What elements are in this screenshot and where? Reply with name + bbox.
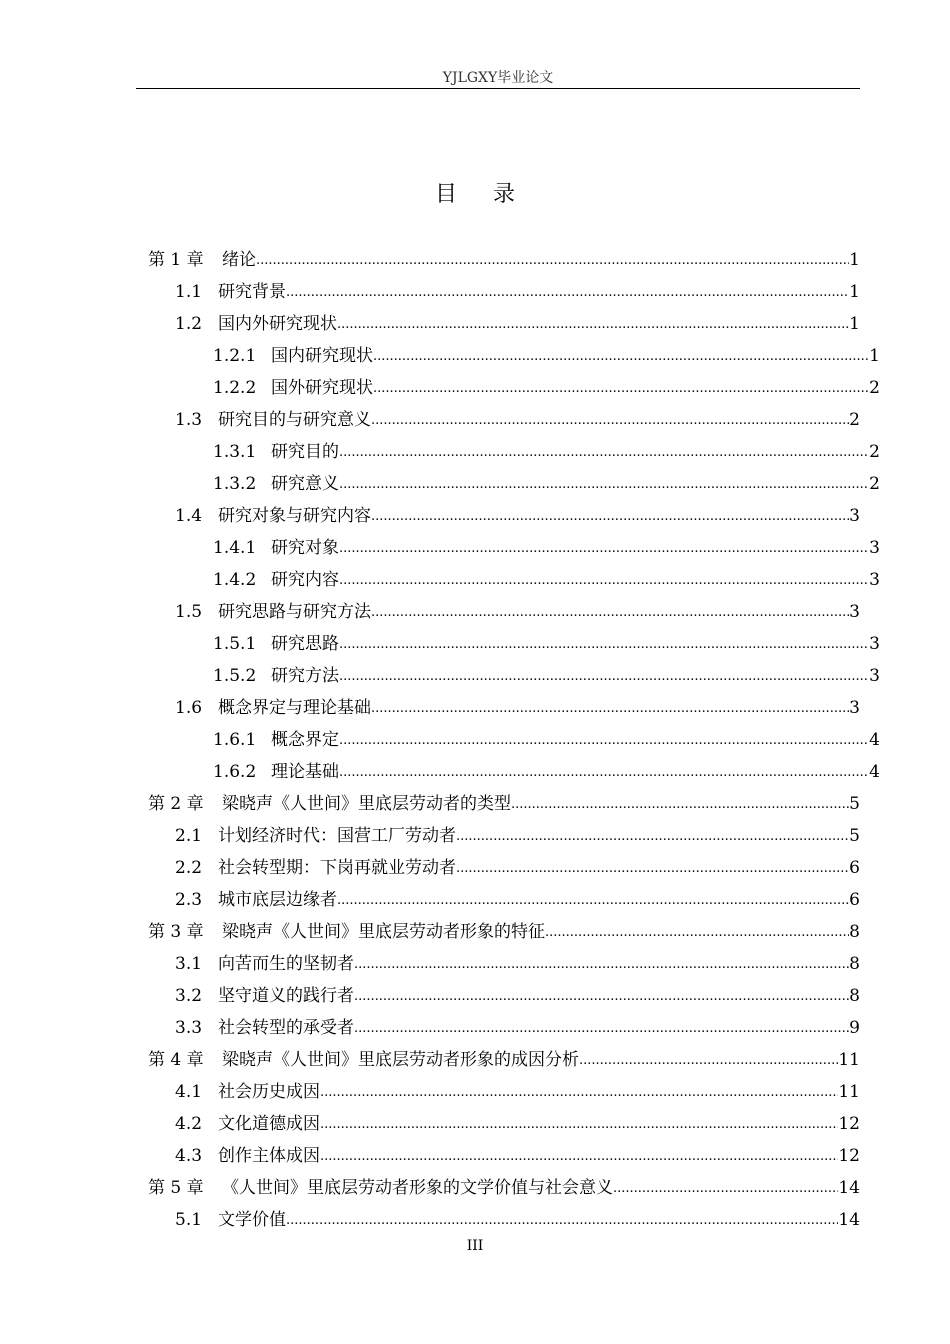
page-footer-number: III — [466, 1238, 484, 1254]
toc-title: 目录 — [434, 182, 551, 207]
toc-entry[interactable] — [148, 788, 860, 820]
toc-dot-leader — [339, 468, 869, 500]
toc-dot-leader — [339, 660, 869, 692]
toc-dot-leader — [373, 340, 869, 372]
toc-entry-label: 梁晓声《人世间》里底层劳动者形象的成因分析 — [222, 1050, 579, 1070]
toc-entry-label: 向苦而生的坚韧者 — [218, 954, 354, 974]
toc-entry[interactable] — [175, 980, 860, 1012]
toc-entry[interactable] — [175, 692, 860, 724]
toc-entry[interactable] — [175, 884, 860, 916]
toc-entry-page: 2 — [869, 378, 880, 398]
toc-entry-label: 社会转型期：下岗再就业劳动者 — [218, 858, 456, 878]
toc-entry-page: 5 — [849, 826, 860, 846]
toc-entry-label: 研究内容 — [271, 570, 339, 590]
toc-entry-page: 5 — [849, 794, 860, 814]
toc-dot-leader — [320, 1140, 838, 1172]
toc-entry[interactable] — [175, 1108, 860, 1140]
toc-entry-number: 2.3 — [175, 890, 203, 910]
toc-dot-leader — [371, 596, 849, 628]
toc-entry-page: 12 — [838, 1146, 860, 1166]
toc-entry[interactable] — [213, 564, 880, 596]
toc-entry[interactable] — [148, 1172, 860, 1204]
toc-entry-page: 3 — [869, 538, 880, 558]
page-header: YJLGXY毕业论文 — [442, 70, 554, 86]
toc-entry[interactable] — [175, 404, 860, 436]
toc-entry-number: 4.2 — [175, 1114, 203, 1134]
toc-entry[interactable] — [175, 852, 860, 884]
toc-entry-label: 绪论 — [222, 250, 256, 270]
toc-entry-number: 1.5.2 — [213, 666, 257, 686]
toc-entry[interactable] — [213, 756, 880, 788]
toc-entry-label: 概念界定 — [271, 730, 339, 750]
toc-entry[interactable] — [148, 916, 860, 948]
toc-entry-label: 理论基础 — [271, 762, 339, 782]
toc-entry-number: 1.6.2 — [213, 762, 257, 782]
toc-entry-label: 概念界定与理论基础 — [218, 698, 371, 718]
toc-entry-page: 11 — [838, 1050, 860, 1070]
toc-entry-number: 1.4.1 — [213, 538, 257, 558]
toc-entry-label: 《人世间》里底层劳动者形象的文学价值与社会意义 — [222, 1178, 613, 1198]
toc-entry-number: 1.2.2 — [213, 378, 257, 398]
toc-entry-label: 国外研究现状 — [271, 378, 373, 398]
toc-entry-page: 8 — [849, 922, 860, 942]
toc-entry[interactable] — [148, 244, 860, 276]
toc-dot-leader — [286, 1204, 838, 1236]
toc-dot-leader — [339, 564, 869, 596]
toc-entry[interactable] — [213, 372, 880, 404]
toc-entry-page: 1 — [849, 314, 860, 334]
toc-entry-page: 6 — [849, 890, 860, 910]
toc-entry[interactable] — [213, 436, 880, 468]
toc-entry[interactable] — [213, 468, 880, 500]
toc-entry-page: 1 — [869, 346, 880, 366]
toc-entry-number: 2.2 — [175, 858, 203, 878]
toc-entry-page: 8 — [849, 986, 860, 1006]
toc-entry-label: 研究意义 — [271, 474, 339, 494]
toc-entry-number: 1.5.1 — [213, 634, 257, 654]
toc-dot-leader — [320, 1108, 838, 1140]
header-rule — [136, 88, 860, 89]
toc-entry-label: 文化道德成因 — [218, 1114, 320, 1134]
toc-entry-page: 9 — [849, 1018, 860, 1038]
toc-entry-number: 1.1 — [175, 282, 203, 302]
toc-entry-number: 第 3 章 — [148, 922, 204, 942]
toc-entry-page: 3 — [869, 666, 880, 686]
toc-entry-label: 研究思路 — [271, 634, 339, 654]
toc-entry-number: 4.1 — [175, 1082, 203, 1102]
toc-entry-page: 11 — [838, 1082, 860, 1102]
toc-entry-page: 14 — [838, 1210, 860, 1230]
toc-entry[interactable] — [213, 724, 880, 756]
toc-entry-page: 3 — [849, 602, 860, 622]
toc-entry[interactable] — [175, 500, 860, 532]
toc-entry-number: 1.6 — [175, 698, 203, 718]
toc-entry-label: 研究对象与研究内容 — [218, 506, 371, 526]
toc-entry[interactable] — [175, 1140, 860, 1172]
toc-entry-page: 4 — [869, 730, 880, 750]
toc-entry-page: 1 — [849, 250, 860, 270]
toc-dot-leader — [579, 1044, 838, 1076]
toc-entry-number: 1.4 — [175, 506, 203, 526]
toc-entry-number: 5.1 — [175, 1210, 203, 1230]
toc-entry-label: 计划经济时代：国营工厂劳动者 — [218, 826, 456, 846]
toc-entry-page: 3 — [869, 570, 880, 590]
toc-dot-leader — [371, 500, 849, 532]
toc-entry-label: 研究思路与研究方法 — [218, 602, 371, 622]
toc-entry[interactable] — [175, 276, 860, 308]
toc-entry-label: 研究方法 — [271, 666, 339, 686]
toc-entry-number: 1.2.1 — [213, 346, 257, 366]
toc-entry-label: 国内研究现状 — [271, 346, 373, 366]
toc-dot-leader — [320, 1076, 838, 1108]
toc-entry[interactable] — [175, 596, 860, 628]
toc-entry[interactable] — [175, 1204, 860, 1236]
toc-dot-leader — [373, 372, 869, 404]
toc-dot-leader — [339, 724, 869, 756]
toc-dot-leader — [339, 532, 869, 564]
toc-dot-leader — [337, 308, 849, 340]
toc-dot-leader — [545, 916, 849, 948]
toc-dot-leader — [456, 820, 849, 852]
toc-dot-leader — [456, 852, 849, 884]
toc-entry[interactable] — [175, 820, 860, 852]
toc-entry-page: 12 — [838, 1114, 860, 1134]
toc-entry-number: 第 4 章 — [148, 1050, 204, 1070]
toc-dot-leader — [256, 244, 849, 276]
toc-entry-label: 研究目的 — [271, 442, 339, 462]
toc-entry[interactable] — [175, 308, 860, 340]
toc-entry[interactable] — [175, 1012, 860, 1044]
toc-dot-leader — [286, 276, 849, 308]
toc-entry-number: 1.6.1 — [213, 730, 257, 750]
toc-dot-leader — [339, 756, 869, 788]
toc-entry-label: 梁晓声《人世间》里底层劳动者形象的特征 — [222, 922, 545, 942]
toc-entry-page: 14 — [838, 1178, 860, 1198]
toc-entry-label: 国内外研究现状 — [218, 314, 337, 334]
toc-entry[interactable] — [213, 532, 880, 564]
toc-entry-label: 坚守道义的践行者 — [218, 986, 354, 1006]
toc-entry-page: 8 — [849, 954, 860, 974]
toc-dot-leader — [511, 788, 849, 820]
toc-entry-number: 1.2 — [175, 314, 203, 334]
toc-entry[interactable] — [148, 1044, 860, 1076]
toc-entry-number: 3.3 — [175, 1018, 203, 1038]
toc-entry-number: 1.3.2 — [213, 474, 257, 494]
toc-dot-leader — [371, 692, 849, 724]
toc-entry[interactable] — [175, 948, 860, 980]
toc-entry-label: 城市底层边缘者 — [218, 890, 337, 910]
toc-entry-label: 研究目的与研究意义 — [218, 410, 371, 430]
toc-entry-number: 3.2 — [175, 986, 203, 1006]
toc-entry-number: 3.1 — [175, 954, 203, 974]
toc-entry-number: 2.1 — [175, 826, 203, 846]
toc-entry[interactable] — [213, 628, 880, 660]
toc-entry-number: 1.3.1 — [213, 442, 257, 462]
toc-entry-page: 3 — [869, 634, 880, 654]
toc-entry[interactable] — [213, 660, 880, 692]
toc-entry-number: 4.3 — [175, 1146, 203, 1166]
toc-entry-label: 研究背景 — [218, 282, 286, 302]
toc-entry-number: 第 2 章 — [148, 794, 204, 814]
toc-entry-label: 社会转型的承受者 — [218, 1018, 354, 1038]
toc-entry-number: 1.4.2 — [213, 570, 257, 590]
toc-dot-leader — [371, 404, 849, 436]
toc-entry-page: 3 — [849, 698, 860, 718]
toc-dot-leader — [354, 980, 849, 1012]
toc-entry-page: 4 — [869, 762, 880, 782]
toc-entry-page: 2 — [849, 410, 860, 430]
toc-entry-page: 2 — [869, 442, 880, 462]
toc-dot-leader — [337, 884, 849, 916]
toc-entry-page: 2 — [869, 474, 880, 494]
toc-entry-number: 第 5 章 — [148, 1178, 204, 1198]
toc-dot-leader — [354, 1012, 849, 1044]
toc-entry-number: 1.3 — [175, 410, 203, 430]
toc-dot-leader — [354, 948, 849, 980]
toc-entry-label: 研究对象 — [271, 538, 339, 558]
toc-entry-number: 第 1 章 — [148, 250, 204, 270]
toc-dot-leader — [339, 436, 869, 468]
toc-entry[interactable] — [175, 1076, 860, 1108]
toc-entry-label: 梁晓声《人世间》里底层劳动者的类型 — [222, 794, 511, 814]
toc-dot-leader — [339, 628, 869, 660]
toc-entry-label: 社会历史成因 — [218, 1082, 320, 1102]
toc-entry-page: 3 — [849, 506, 860, 526]
toc-entry-label: 文学价值 — [218, 1210, 286, 1230]
toc-entry-number: 1.5 — [175, 602, 203, 622]
toc-entry-label: 创作主体成因 — [218, 1146, 320, 1166]
toc-entry-page: 6 — [849, 858, 860, 878]
toc-entry[interactable] — [213, 340, 880, 372]
toc-entry-page: 1 — [849, 282, 860, 302]
toc-dot-leader — [613, 1172, 838, 1204]
